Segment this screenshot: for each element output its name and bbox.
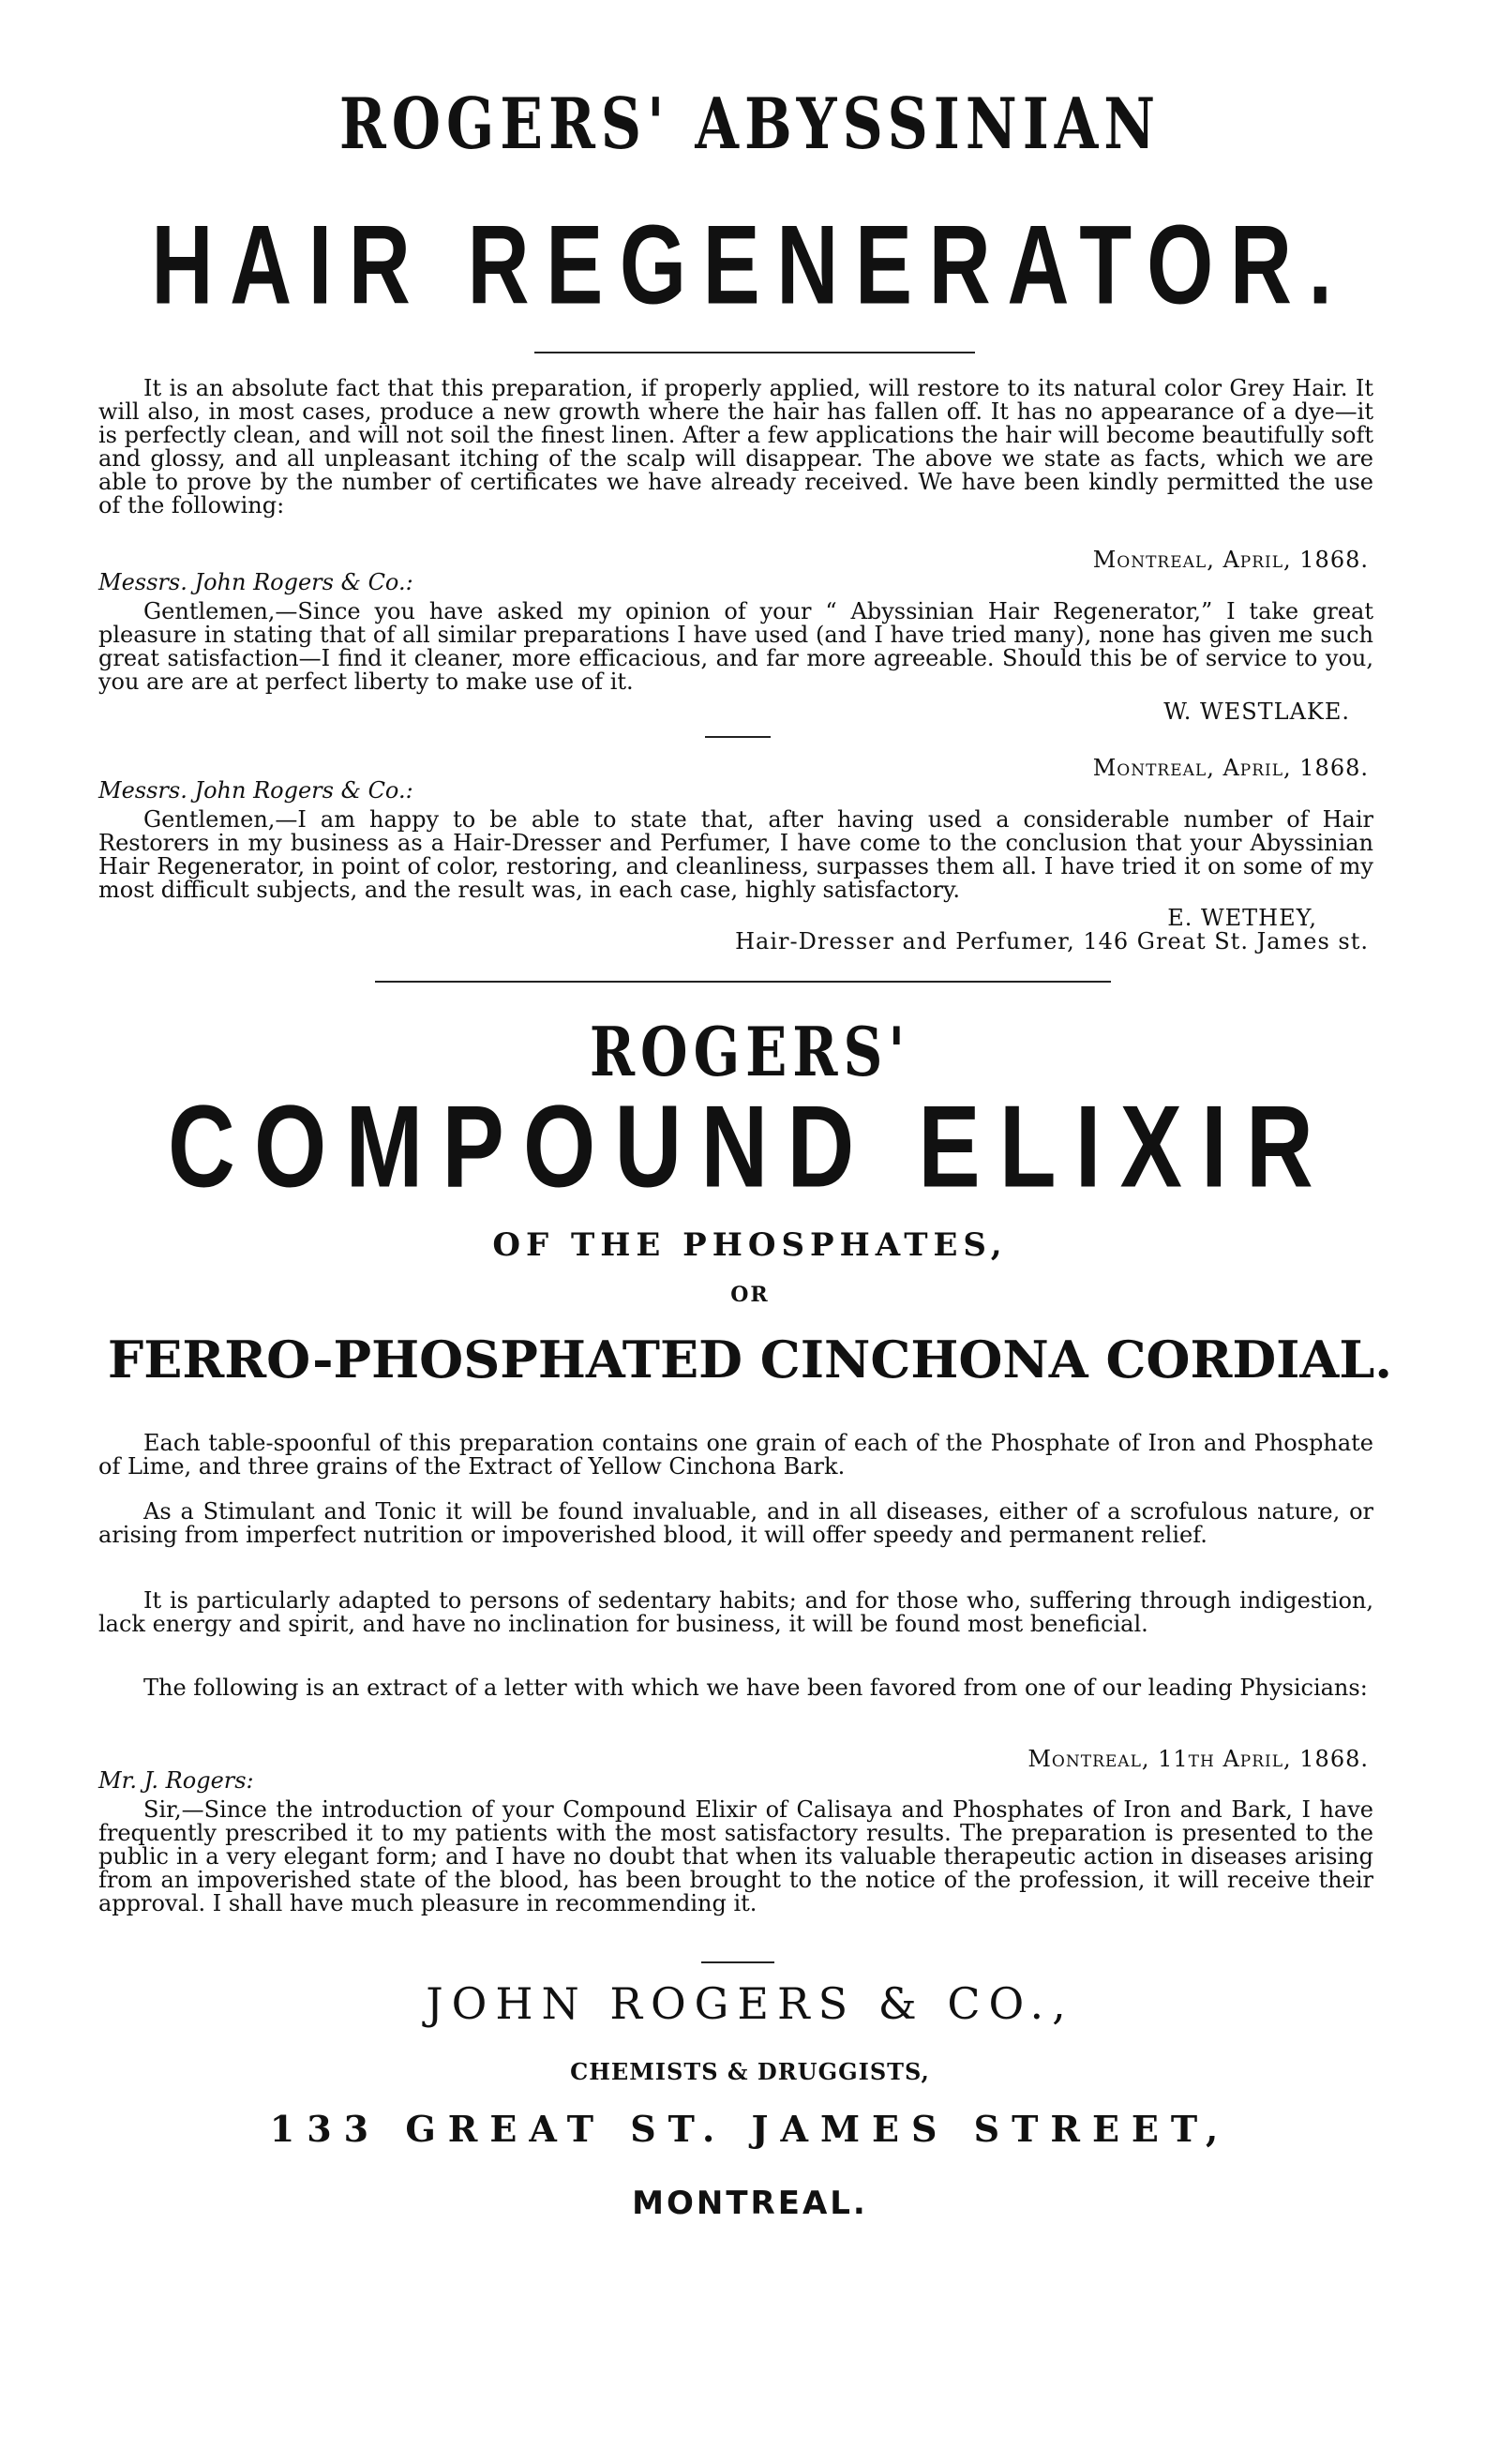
elixir-paragraph: Each table-spoonful of this preparation contains one grain of each of the Phosphate of Iron and Phosphate of Lime, and three grains of the Extract of Yellow Cinchona Bark. [98,1430,1373,1480]
elixir-or: OR [730,1283,770,1307]
divider [701,1961,774,1963]
company-city: MONTREAL. [632,2185,868,2222]
letter-addressee: Messrs. John Rogers & Co.: [98,777,413,804]
elixir-paragraph: As a Stimulant and Tonic it will be found invaluable, and in all diseases, either of a scrofulous nature, or arising from imperfect nutrition or impoverished blood, it will offer speedy and permanent relief. [98,1498,1373,1548]
elixir-brand-heading: ROGERS' [589,1012,911,1092]
hair-brand-heading: ROGERS' ABYSSINIAN [338,83,1162,166]
divider [705,736,771,738]
letter-body: Gentlemen,—I am happy to be able to state that, after having used a considerable number of Hair Restorers in my business as a Hair-Dresser and Perfumer, I have come to the conclusion that your Abyssinian Hair Regenerator, in point of color, restoring, and cleanliness, surpasses them all. I have tried it on some of my most difficult subjects, and the result was, in each case, highly satisfactory. [98,806,1373,903]
elixir-alt-title: FERRO-PHOSPHATED CINCHONA CORDIAL. [107,1330,1393,1390]
elixir-paragraph: The following is an extract of a letter with which we have been favored from one of our leading Physicians: [143,1675,1368,1701]
letter-addressee: Messrs. John Rogers & Co.: [98,569,413,595]
letter-addressee: Mr. J. Rogers: [98,1767,254,1794]
letter-body: Gentlemen,—Since you have asked my opinion of your “ Abyssinian Hair Regenerator,” I take great pleasure in stating that of all similar preparations I have used (and I have tried many), none has given me such great satisfaction—I find it cleaner, more efficacious, and far more agreeable. Should this be of service to you, you are are at perfect liberty to make use of it. [98,598,1373,695]
letter-body: Sir,—Since the introduction of your Compound Elixir of Calisaya and Phosphates of Iron and Bark, I have frequently prescribed it to my patients with the most satisfactory results. The preparation is presented to the public in a very elegant form; and I have no doubt that when its valuable therapeutic action in diseases arising from an impoverished state of the blood, has been brought to the notice of the profession, it will receive their approval. I shall have much pleasure in recommending it. [98,1796,1373,1916]
letter-place-date: Montreal, April, 1868. [1092,547,1369,573]
hair-intro-paragraph: It is an absolute fact that this preparation, if properly applied, will restore to its natural color Grey Hair. It will also, in most cases, produce a new growth where the hair has fallen off. It has no appearance of a dye—it is perfectly clean, and will not soil the finest linen. After a few applications the hair will become beautifully soft and glossy, and all unpleasant itching of the scalp will disappear. The above we state as facts, which we are able to prove by the number of certificates we have already received. We have been kindly permitted the use of the following: [98,375,1373,518]
hair-title: HAIR REGENERATOR. [151,203,1349,328]
letter-signer-title: Hair-Dresser and Perfumer, 146 Great St. James st. [735,928,1369,954]
company-trade: CHEMISTS & DRUGGISTS, [570,2058,930,2085]
company-name: JOHN ROGERS & CO., [426,1978,1074,2029]
letter-place-date: Montreal, April, 1868. [1092,755,1369,781]
elixir-paragraph: It is particularly adapted to persons of sedentary habits; and for those who, suffering through indigestion, lack energy and spirit, and have no inclination for business, it will be found most beneficial. [98,1587,1373,1637]
divider [534,352,975,353]
divider [375,981,1111,983]
letter-signature: E. WETHEY, [1167,905,1317,931]
letter-place-date: Montreal, 11th April, 1868. [1028,1746,1369,1772]
elixir-subtitle: OF THE PHOSPHATES, [492,1226,1008,1264]
letter-signature: W. WESTLAKE. [1163,699,1350,725]
elixir-title: COMPOUND ELIXIR [167,1080,1333,1212]
company-address: 133 GREAT ST. JAMES STREET, [269,2108,1231,2150]
